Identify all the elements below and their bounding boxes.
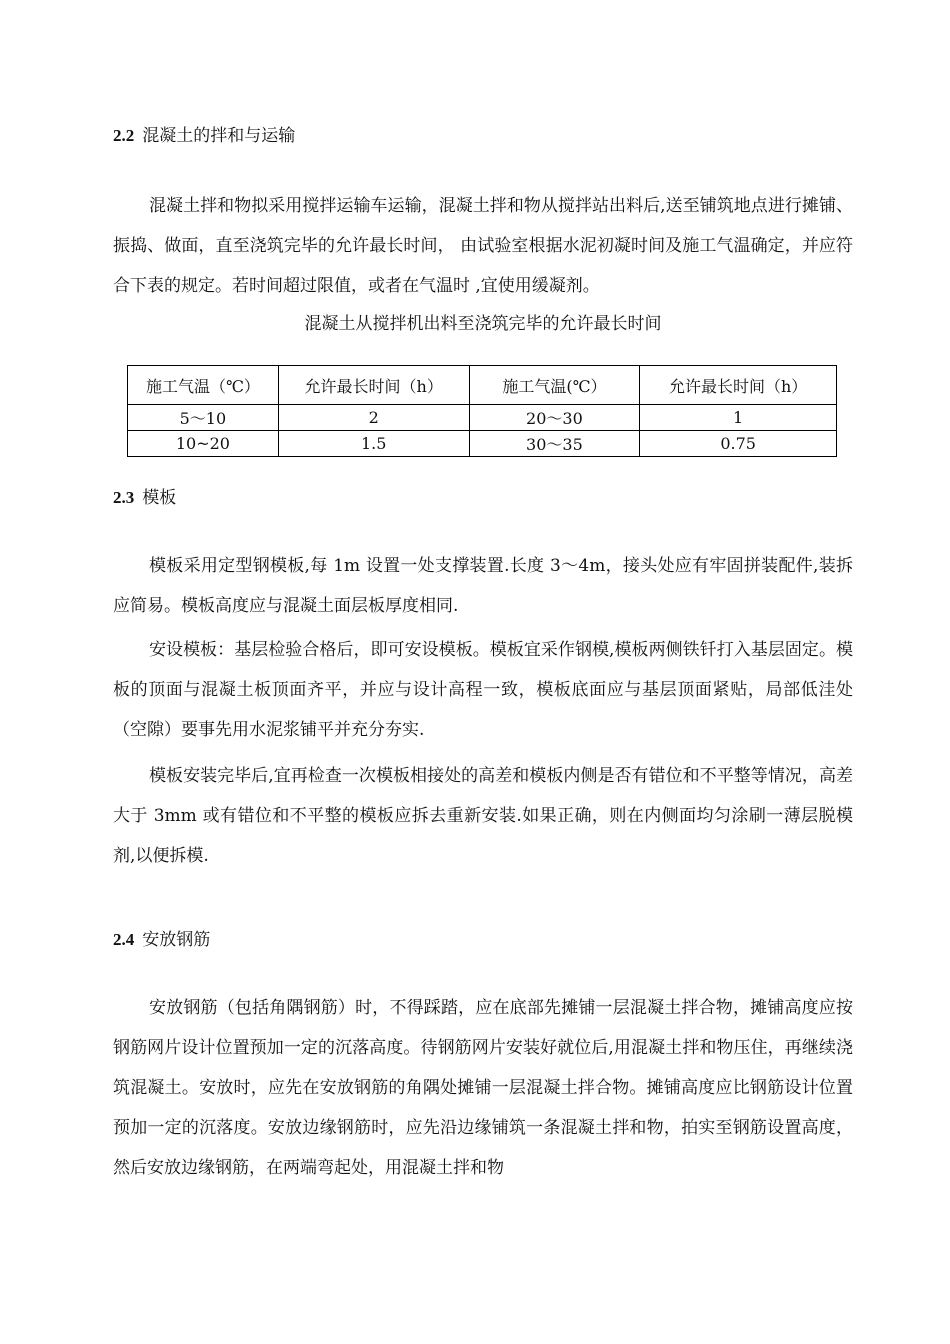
table-row [128, 405, 837, 431]
table-cell: 2 [278, 405, 469, 431]
table-header-cell: 允许最长时间（h） [278, 366, 469, 405]
paragraph-formwork-check: 模板安装完毕后,宜再检查一次模板相接处的高差和模板内侧是否有错位和不平整等情况，高差大于 3mm 或有错位和不平整的模板应拆去重新安装.如果正确，则在内侧面均匀涂刷一薄层脱模剂,以便拆模. [113, 766, 853, 866]
table-row [128, 431, 837, 457]
table-header-cell: 施工气温（℃） [128, 366, 279, 405]
table-cell: 1.5 [278, 431, 469, 457]
table-cell: 1 [640, 405, 837, 431]
section-heading-2-4 [113, 928, 210, 952]
paragraph-formwork: 模板采用定型钢模板,每 1m 设置一处支撑装置.长度 3～4m，接头处应有牢固拼装配件,装拆应简易。模板高度应与混凝土面层板厚度相同. [113, 556, 853, 616]
section-title: 模板 [142, 488, 177, 508]
paragraph-rebar: 安放钢筋（包括角隅钢筋）时，不得踩踏，应在底部先摊铺一层混凝土拌合物，摊铺高度应按钢筋网片设计位置预加一定的沉落高度。待钢筋网片安装好就位后,用混凝土拌和物压住，再继续浇筑混凝土。安放时，应先在安放钢筋的角隅处摊铺一层混凝土拌合物。摊铺高度应比钢筋设计位置预加一定的沉落度。安放边缘钢筋时，应先沿边缘铺筑一条混凝土拌和物，拍实至钢筋设置高度，然后安放边缘钢筋，在两端弯起处，用混凝土拌和物 [113, 998, 853, 1178]
time-limit-table [127, 365, 837, 457]
table-cell: 30～35 [469, 431, 640, 457]
table-cell: 0.75 [640, 431, 837, 457]
table-cell: 5～10 [128, 405, 279, 431]
table-header-cell: 允许最长时间（h） [640, 366, 837, 405]
section-number: 2.4 [113, 930, 135, 949]
section-heading-2-3 [113, 486, 176, 510]
table-cell: 20～30 [469, 405, 640, 431]
section-title: 混凝土的拌和与运输 [142, 126, 296, 146]
table-header-row [128, 366, 837, 405]
table-header-cell: 施工气温(℃） [469, 366, 640, 405]
section-heading-2-2 [113, 124, 295, 148]
section-number: 2.3 [113, 488, 135, 507]
paragraph-mixing: 混凝土拌和物拟采用搅拌运输车运输，混凝土拌和物从搅拌站出料后,送至铺筑地点进行摊铺、振捣、做面，直至浇筑完毕的允许最长时间， 由试验室根据水泥初凝时间及施工气温确定，并应符合下表的规定。若时间超过限值，或者在气温时 ,宜使用缓凝剂。 [113, 196, 853, 296]
table-cell: 10~20 [128, 431, 279, 457]
paragraph-formwork-install: 安设模板：基层检验合格后，即可安设模板。模板宜采作钢模,模板两侧铁钎打入基层固定。模板的顶面与混凝土板顶面齐平，并应与设计高程一致，模板底面应与基层顶面紧贴，局部低洼处（空隙）要事先用水泥浆铺平并充分夯实. [113, 640, 853, 740]
section-title: 安放钢筋 [142, 930, 211, 950]
section-number: 2.2 [113, 126, 135, 145]
table-caption: 混凝土从搅拌机出料至浇筑完毕的允许最长时间 [304, 314, 662, 334]
